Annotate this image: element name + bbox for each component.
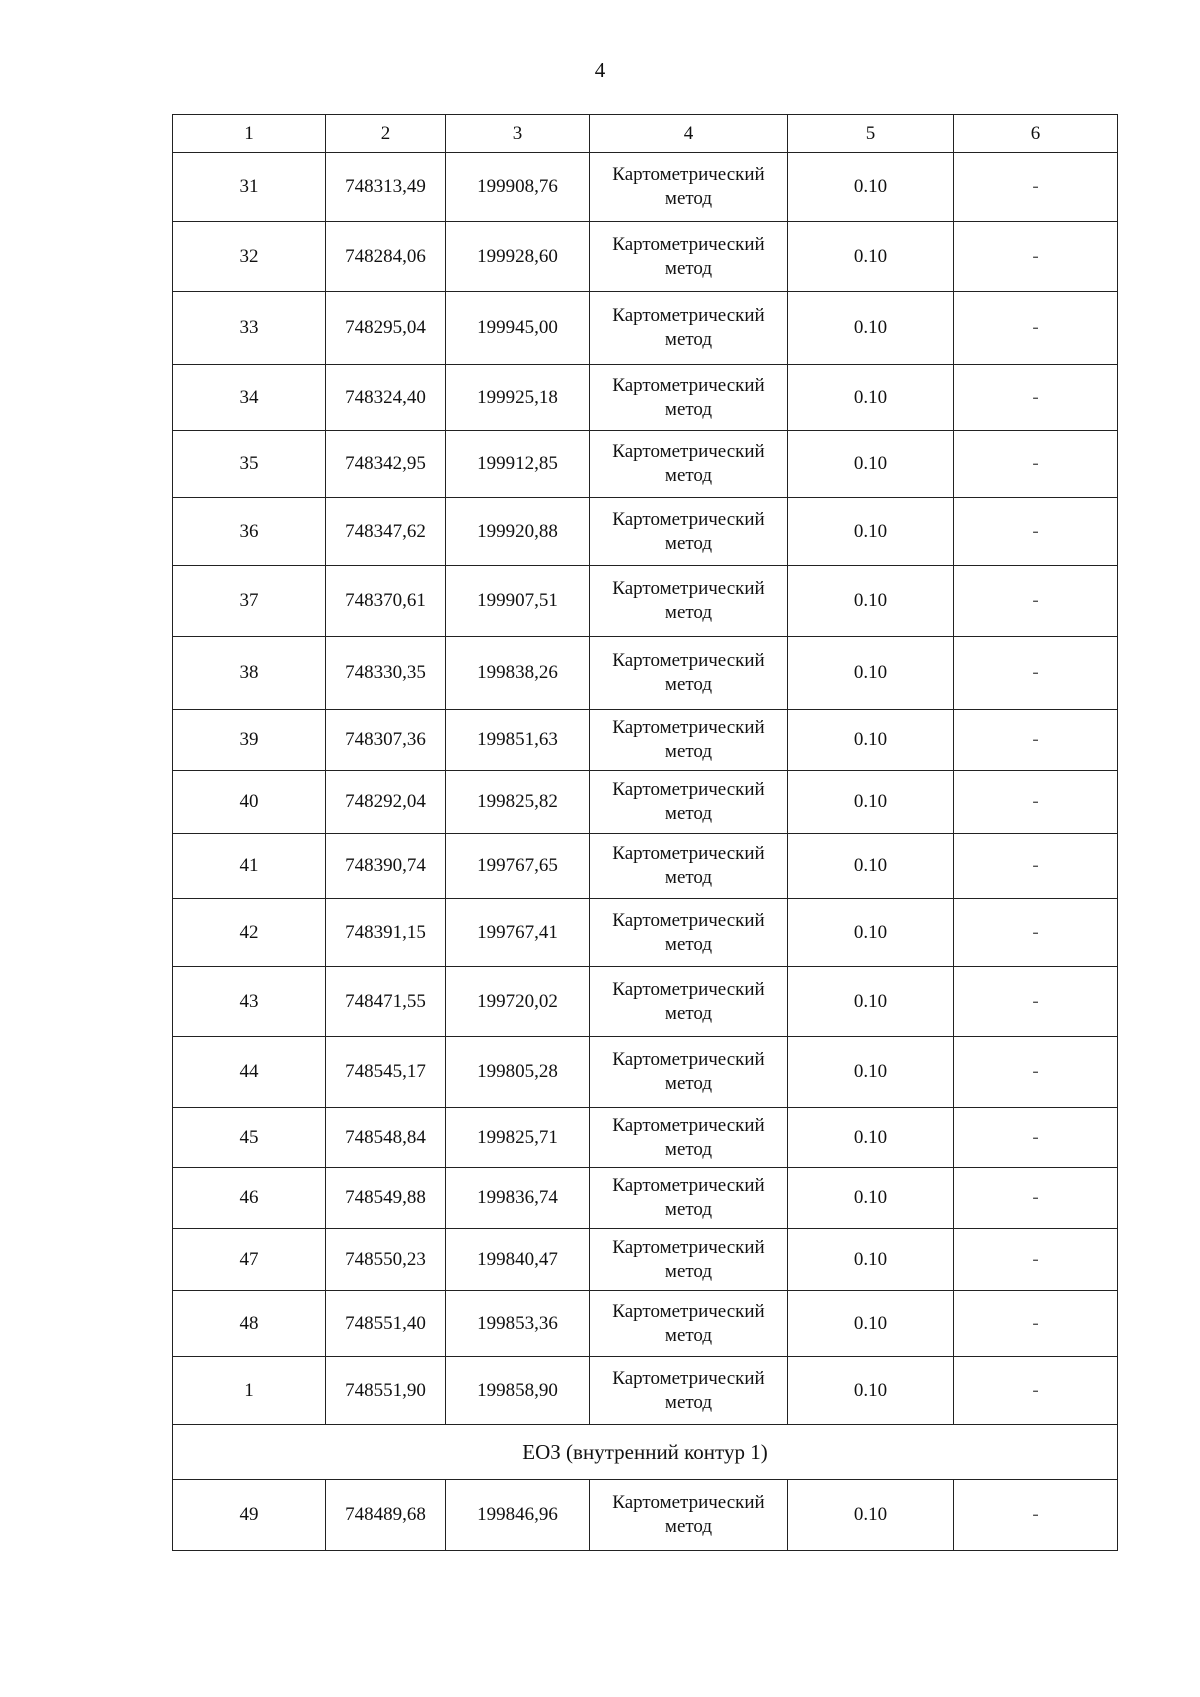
description-cell: - [954, 292, 1118, 365]
table-row [173, 292, 1118, 365]
point-number-cell: 35 [173, 431, 326, 498]
table-row [173, 222, 1118, 292]
accuracy-cell: 0.10 [788, 1229, 954, 1291]
x-coordinate-cell: 748551,90 [326, 1357, 446, 1425]
point-number-cell: 32 [173, 222, 326, 292]
x-coordinate-cell: 748551,40 [326, 1291, 446, 1357]
method-text: Картометрический [612, 650, 765, 671]
description-cell: - [954, 899, 1118, 967]
accuracy-cell: 0.10 [788, 710, 954, 771]
description-cell: - [954, 771, 1118, 834]
description-cell: - [954, 1480, 1118, 1551]
method-cell [590, 1168, 788, 1229]
table-row [173, 1168, 1118, 1229]
point-number-cell: 33 [173, 292, 326, 365]
table-row [173, 566, 1118, 637]
table-row [173, 1357, 1118, 1425]
accuracy-cell: 0.10 [788, 222, 954, 292]
method-text: Картометрический [612, 578, 765, 599]
method-cell [590, 498, 788, 566]
method-text: метод [664, 329, 713, 350]
x-coordinate-cell: 748390,74 [326, 834, 446, 899]
table-row [173, 365, 1118, 431]
method-text: Картометрический [612, 978, 765, 1000]
section-row [173, 1425, 1118, 1480]
y-coordinate-cell: 199858,90 [446, 1357, 590, 1425]
method-text: Картометрический [612, 1049, 765, 1070]
method-cell [590, 1291, 788, 1357]
description-cell: - [954, 1037, 1118, 1108]
method-text: Картометрический [612, 1114, 765, 1136]
y-coordinate-cell: 199767,65 [446, 834, 590, 899]
y-coordinate-cell: 199825,71 [446, 1108, 590, 1168]
y-coordinate-cell: 199805,28 [446, 1037, 590, 1108]
y-coordinate-cell: 199836,74 [446, 1168, 590, 1229]
method-text: метод [664, 1073, 713, 1094]
description-cell: - [954, 566, 1118, 637]
table-row [173, 1291, 1118, 1357]
x-coordinate-cell: 748313,49 [326, 153, 446, 222]
y-coordinate-cell: 199720,02 [446, 967, 590, 1037]
description-cell: - [954, 1108, 1118, 1168]
accuracy-cell: 0.10 [788, 637, 954, 710]
y-coordinate-cell: 199851,63 [446, 710, 590, 771]
y-coordinate-cell: 199908,76 [446, 153, 590, 222]
description-cell: - [954, 710, 1118, 771]
description-cell: - [954, 222, 1118, 292]
x-coordinate-cell: 748545,17 [326, 1037, 446, 1108]
method-cell [590, 431, 788, 498]
accuracy-cell: 0.10 [788, 153, 954, 222]
y-coordinate-cell: 199920,88 [446, 498, 590, 566]
y-coordinate-cell: 199825,82 [446, 771, 590, 834]
method-text: метод [664, 1138, 713, 1160]
method-cell [590, 710, 788, 771]
accuracy-cell: 0.10 [788, 431, 954, 498]
description-cell: - [954, 431, 1118, 498]
table-row [173, 771, 1118, 834]
method-cell [590, 566, 788, 637]
method-text: Картометрический [612, 1300, 765, 1322]
method-text: Картометрический [612, 1492, 765, 1513]
accuracy-cell: 0.10 [788, 967, 954, 1037]
method-text: метод [664, 803, 713, 824]
y-coordinate-cell: 199840,47 [446, 1229, 590, 1291]
method-text: Картометрический [612, 779, 765, 800]
x-coordinate-cell: 748391,15 [326, 899, 446, 967]
description-cell: - [954, 1229, 1118, 1291]
method-cell [590, 365, 788, 431]
method-text: метод [664, 1324, 713, 1346]
method-text: Картометрический [612, 441, 765, 462]
method-cell [590, 771, 788, 834]
method-text: метод [664, 1391, 713, 1413]
header-cell: 2 [326, 115, 446, 153]
point-number-cell: 31 [173, 153, 326, 222]
method-cell [590, 222, 788, 292]
y-coordinate-cell: 199907,51 [446, 566, 590, 637]
point-number-cell: 45 [173, 1108, 326, 1168]
accuracy-cell: 0.10 [788, 292, 954, 365]
point-number-cell: 42 [173, 899, 326, 967]
x-coordinate-cell: 748330,35 [326, 637, 446, 710]
method-text: Картометрический [612, 305, 765, 326]
method-text: метод [664, 1199, 713, 1220]
method-text: метод [664, 188, 713, 209]
method-text: метод [664, 674, 713, 695]
table-row [173, 1480, 1118, 1551]
x-coordinate-cell: 748550,23 [326, 1229, 446, 1291]
y-coordinate-cell: 199945,00 [446, 292, 590, 365]
x-coordinate-cell: 748342,95 [326, 431, 446, 498]
header-cell: 1 [173, 115, 326, 153]
method-text: метод [664, 867, 713, 888]
accuracy-cell: 0.10 [788, 1480, 954, 1551]
method-cell [590, 292, 788, 365]
table-row [173, 1037, 1118, 1108]
x-coordinate-cell: 748549,88 [326, 1168, 446, 1229]
coordinates-table [172, 114, 1118, 1551]
point-number-cell: 34 [173, 365, 326, 431]
y-coordinate-cell: 199838,26 [446, 637, 590, 710]
point-number-cell: 47 [173, 1229, 326, 1291]
point-number-cell: 41 [173, 834, 326, 899]
x-coordinate-cell: 748284,06 [326, 222, 446, 292]
method-cell [590, 1037, 788, 1108]
method-cell [590, 967, 788, 1037]
point-number-cell: 44 [173, 1037, 326, 1108]
point-number-cell: 36 [173, 498, 326, 566]
method-text: Картометрический [612, 164, 765, 185]
method-cell [590, 1357, 788, 1425]
method-text: метод [664, 1260, 713, 1282]
description-cell: - [954, 834, 1118, 899]
x-coordinate-cell: 748324,40 [326, 365, 446, 431]
accuracy-cell: 0.10 [788, 1357, 954, 1425]
point-number-cell: 1 [173, 1357, 326, 1425]
point-number-cell: 40 [173, 771, 326, 834]
table-row [173, 967, 1118, 1037]
method-text: Картометрический [612, 233, 765, 255]
x-coordinate-cell: 748307,36 [326, 710, 446, 771]
x-coordinate-cell: 748471,55 [326, 967, 446, 1037]
accuracy-cell: 0.10 [788, 834, 954, 899]
point-number-cell: 39 [173, 710, 326, 771]
point-number-cell: 46 [173, 1168, 326, 1229]
table-row [173, 498, 1118, 566]
accuracy-cell: 0.10 [788, 566, 954, 637]
accuracy-cell: 0.10 [788, 899, 954, 967]
x-coordinate-cell: 748347,62 [326, 498, 446, 566]
method-cell [590, 1108, 788, 1168]
method-text: метод [664, 257, 713, 279]
method-text: метод [664, 741, 713, 762]
header-cell: 3 [446, 115, 590, 153]
header-cell: 5 [788, 115, 954, 153]
description-cell: - [954, 1357, 1118, 1425]
y-coordinate-cell: 199912,85 [446, 431, 590, 498]
header-cell: 6 [954, 115, 1118, 153]
table-row [173, 1229, 1118, 1291]
description-cell: - [954, 967, 1118, 1037]
method-text: Картометрический [612, 909, 765, 931]
point-number-cell: 43 [173, 967, 326, 1037]
y-coordinate-cell: 199853,36 [446, 1291, 590, 1357]
method-text: Картометрический [612, 1175, 765, 1196]
description-cell: - [954, 498, 1118, 566]
x-coordinate-cell: 748292,04 [326, 771, 446, 834]
method-cell [590, 637, 788, 710]
method-text: метод [664, 602, 713, 623]
y-coordinate-cell: 199767,41 [446, 899, 590, 967]
point-number-cell: 37 [173, 566, 326, 637]
point-number-cell: 49 [173, 1480, 326, 1551]
table-row [173, 637, 1118, 710]
method-text: метод [664, 398, 713, 420]
x-coordinate-cell: 748548,84 [326, 1108, 446, 1168]
table-row [173, 834, 1118, 899]
accuracy-cell: 0.10 [788, 1291, 954, 1357]
description-cell: - [954, 637, 1118, 710]
method-text: Картометрический [612, 1367, 765, 1389]
method-cell [590, 899, 788, 967]
table-row [173, 710, 1118, 771]
method-text: Картометрический [612, 374, 765, 396]
description-cell: - [954, 153, 1118, 222]
table-row [173, 1108, 1118, 1168]
method-text: Картометрический [612, 508, 765, 530]
method-text: метод [664, 1516, 713, 1537]
x-coordinate-cell: 748295,04 [326, 292, 446, 365]
description-cell: - [954, 365, 1118, 431]
method-text: Картометрический [612, 843, 765, 864]
method-cell [590, 1229, 788, 1291]
accuracy-cell: 0.10 [788, 1168, 954, 1229]
y-coordinate-cell: 199928,60 [446, 222, 590, 292]
table-row [173, 899, 1118, 967]
table-row [173, 431, 1118, 498]
header-cell: 4 [590, 115, 788, 153]
method-text: метод [664, 933, 713, 955]
table-row [173, 153, 1118, 222]
y-coordinate-cell: 199925,18 [446, 365, 590, 431]
method-text: Картометрический [612, 717, 765, 738]
description-cell: - [954, 1291, 1118, 1357]
x-coordinate-cell: 748370,61 [326, 566, 446, 637]
point-number-cell: 48 [173, 1291, 326, 1357]
method-cell [590, 153, 788, 222]
method-cell [590, 834, 788, 899]
x-coordinate-cell: 748489,68 [326, 1480, 446, 1551]
method-cell [590, 1480, 788, 1551]
y-coordinate-cell: 199846,96 [446, 1480, 590, 1551]
accuracy-cell: 0.10 [788, 1037, 954, 1108]
section-title: ЕОЗ (внутренний контур 1) [173, 1425, 1118, 1480]
point-number-cell: 38 [173, 637, 326, 710]
accuracy-cell: 0.10 [788, 365, 954, 431]
description-cell: - [954, 1168, 1118, 1229]
accuracy-cell: 0.10 [788, 1108, 954, 1168]
method-text: метод [664, 532, 713, 554]
method-text: метод [664, 465, 713, 486]
accuracy-cell: 0.10 [788, 771, 954, 834]
page-number: 4 [594, 58, 606, 82]
table-header-row [173, 115, 1118, 153]
method-text: Картометрический [612, 1236, 765, 1258]
method-text: метод [664, 1002, 713, 1024]
accuracy-cell: 0.10 [788, 498, 954, 566]
